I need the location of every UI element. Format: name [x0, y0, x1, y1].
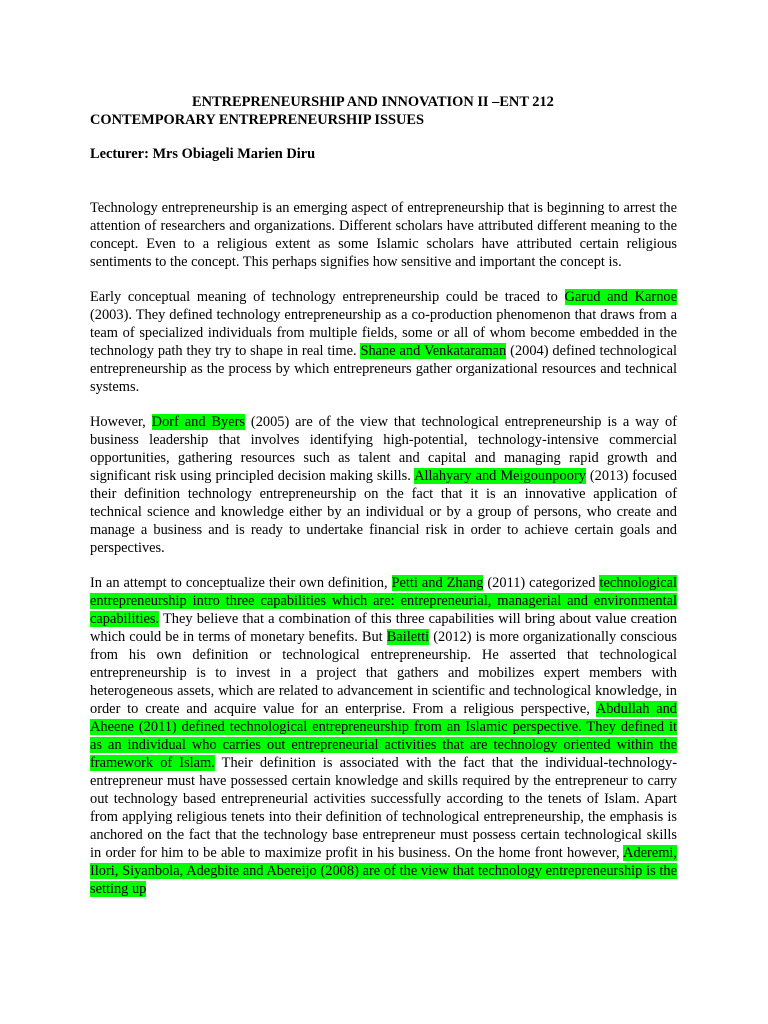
highlighted-text: technological entrepreneurship intro three capabilities which are: entrepreneurial, managerial and environmental capabilities.	[90, 575, 678, 627]
course-subtitle: CONTEMPORARY ENTREPRENEURSHIP ISSUES	[90, 112, 424, 128]
paragraph	[90, 199, 677, 271]
highlighted-text: Aderemi, Ilori, Siyanbola, Adegbite and Abereijo (2008) are of the view that technology entrepreneurship is the setting up	[90, 845, 677, 897]
document-page	[90, 93, 677, 898]
body-text: (2013) focused their definition technology entrepreneurship on the fact that it is an innovative application of technical science and knowledge either by an individual or by a group of persons, who create and manage a business and is ready to undertake financial risk in order to achieve certain goals and perspectives.	[90, 468, 677, 556]
body-text: They believe that a combination of this three capabilities will bring about value creation which could be in terms of monetary benefits. But	[90, 611, 677, 645]
body-text: Early conceptual meaning of technology entrepreneurship could be traced to	[90, 289, 565, 305]
body-text: (2011) categorized	[483, 575, 600, 591]
highlighted-text: Shane and Venkataraman	[360, 343, 507, 359]
course-title: ENTREPRENEURSHIP AND INNOVATION II –ENT 212	[192, 94, 554, 110]
body-text: (2005) are of the view that technological entrepreneurship is a way of business leadership that involves identifying high-potential, technology-intensive commercial opportunities, gathering resources such as talent and capital and managing rapid growth and significant risk using principled decision making skills.	[90, 414, 677, 484]
paragraph	[90, 574, 677, 898]
highlighted-text: Bailetti	[386, 629, 430, 645]
highlighted-text: Dorf and Byers	[151, 414, 245, 430]
body-text: (2004) defined technological entrepreneurship as the process by which entrepreneurs gather organizational resources and technical systems.	[90, 343, 677, 395]
body-text: (2012) is more organizationally conscious from his own definition or technological entrepreneurship. He asserted that technological entrepreneurship is to invest in a project that gathers and mobilizes expert members with heterogeneous assets, which are related to advancement in scientific and technological knowledge, in order to create and acquire value for an enterprise. From a religious perspective,	[90, 629, 677, 717]
body-text: (2003). They defined technology entrepreneurship as a co-production phenomenon that draws from a team of specialized individuals from multiple fields, some or all of whom become embedded in the technology path they try to shape in real time.	[90, 307, 677, 359]
lecturer-line: Lecturer: Mrs Obiageli Marien Diru	[90, 146, 316, 162]
highlighted-text: Abdullah and Aheene (2011) defined technological entrepreneurship from an Islamic perspective. They defined it as an individual who carries out entrepreneurial activities that are technology oriented within the framework of Islam.	[90, 701, 678, 771]
body-text: However,	[90, 414, 152, 430]
paragraph	[90, 413, 677, 557]
body-text: In an attempt to conceptualize their own definition,	[90, 575, 392, 591]
highlighted-text: Garud and Karnoe	[564, 289, 677, 305]
body-text: Their definition is associated with the fact that the individual-technology-entrepreneur must have possessed certain knowledge and skills required by the entrepreneur to carry out technology based entrepreneurial activities successfully according to the tenets of Islam. Apart from applying religious tenets into their definition of technological entrepreneurship, the emphasis is anchored on the fact that the technology base entrepreneur must possess certain technological skills in order for him to be able to maximize profit in his business. On the home front however,	[90, 755, 677, 861]
highlighted-text: Petti and Zhang	[391, 575, 484, 591]
paragraph	[90, 288, 677, 396]
body-text: Technology entrepreneurship is an emerging aspect of entrepreneurship that is beginning to arrest the attention of researchers and organizations. Different scholars have attributed different meaning to the concept. Even to a religious extent as some Islamic scholars have attributed certain religious sentiments to the concept. This perhaps signifies how sensitive and important the concept is.	[90, 200, 677, 270]
highlighted-text: Allahyary and Meigounpoory	[414, 468, 586, 484]
